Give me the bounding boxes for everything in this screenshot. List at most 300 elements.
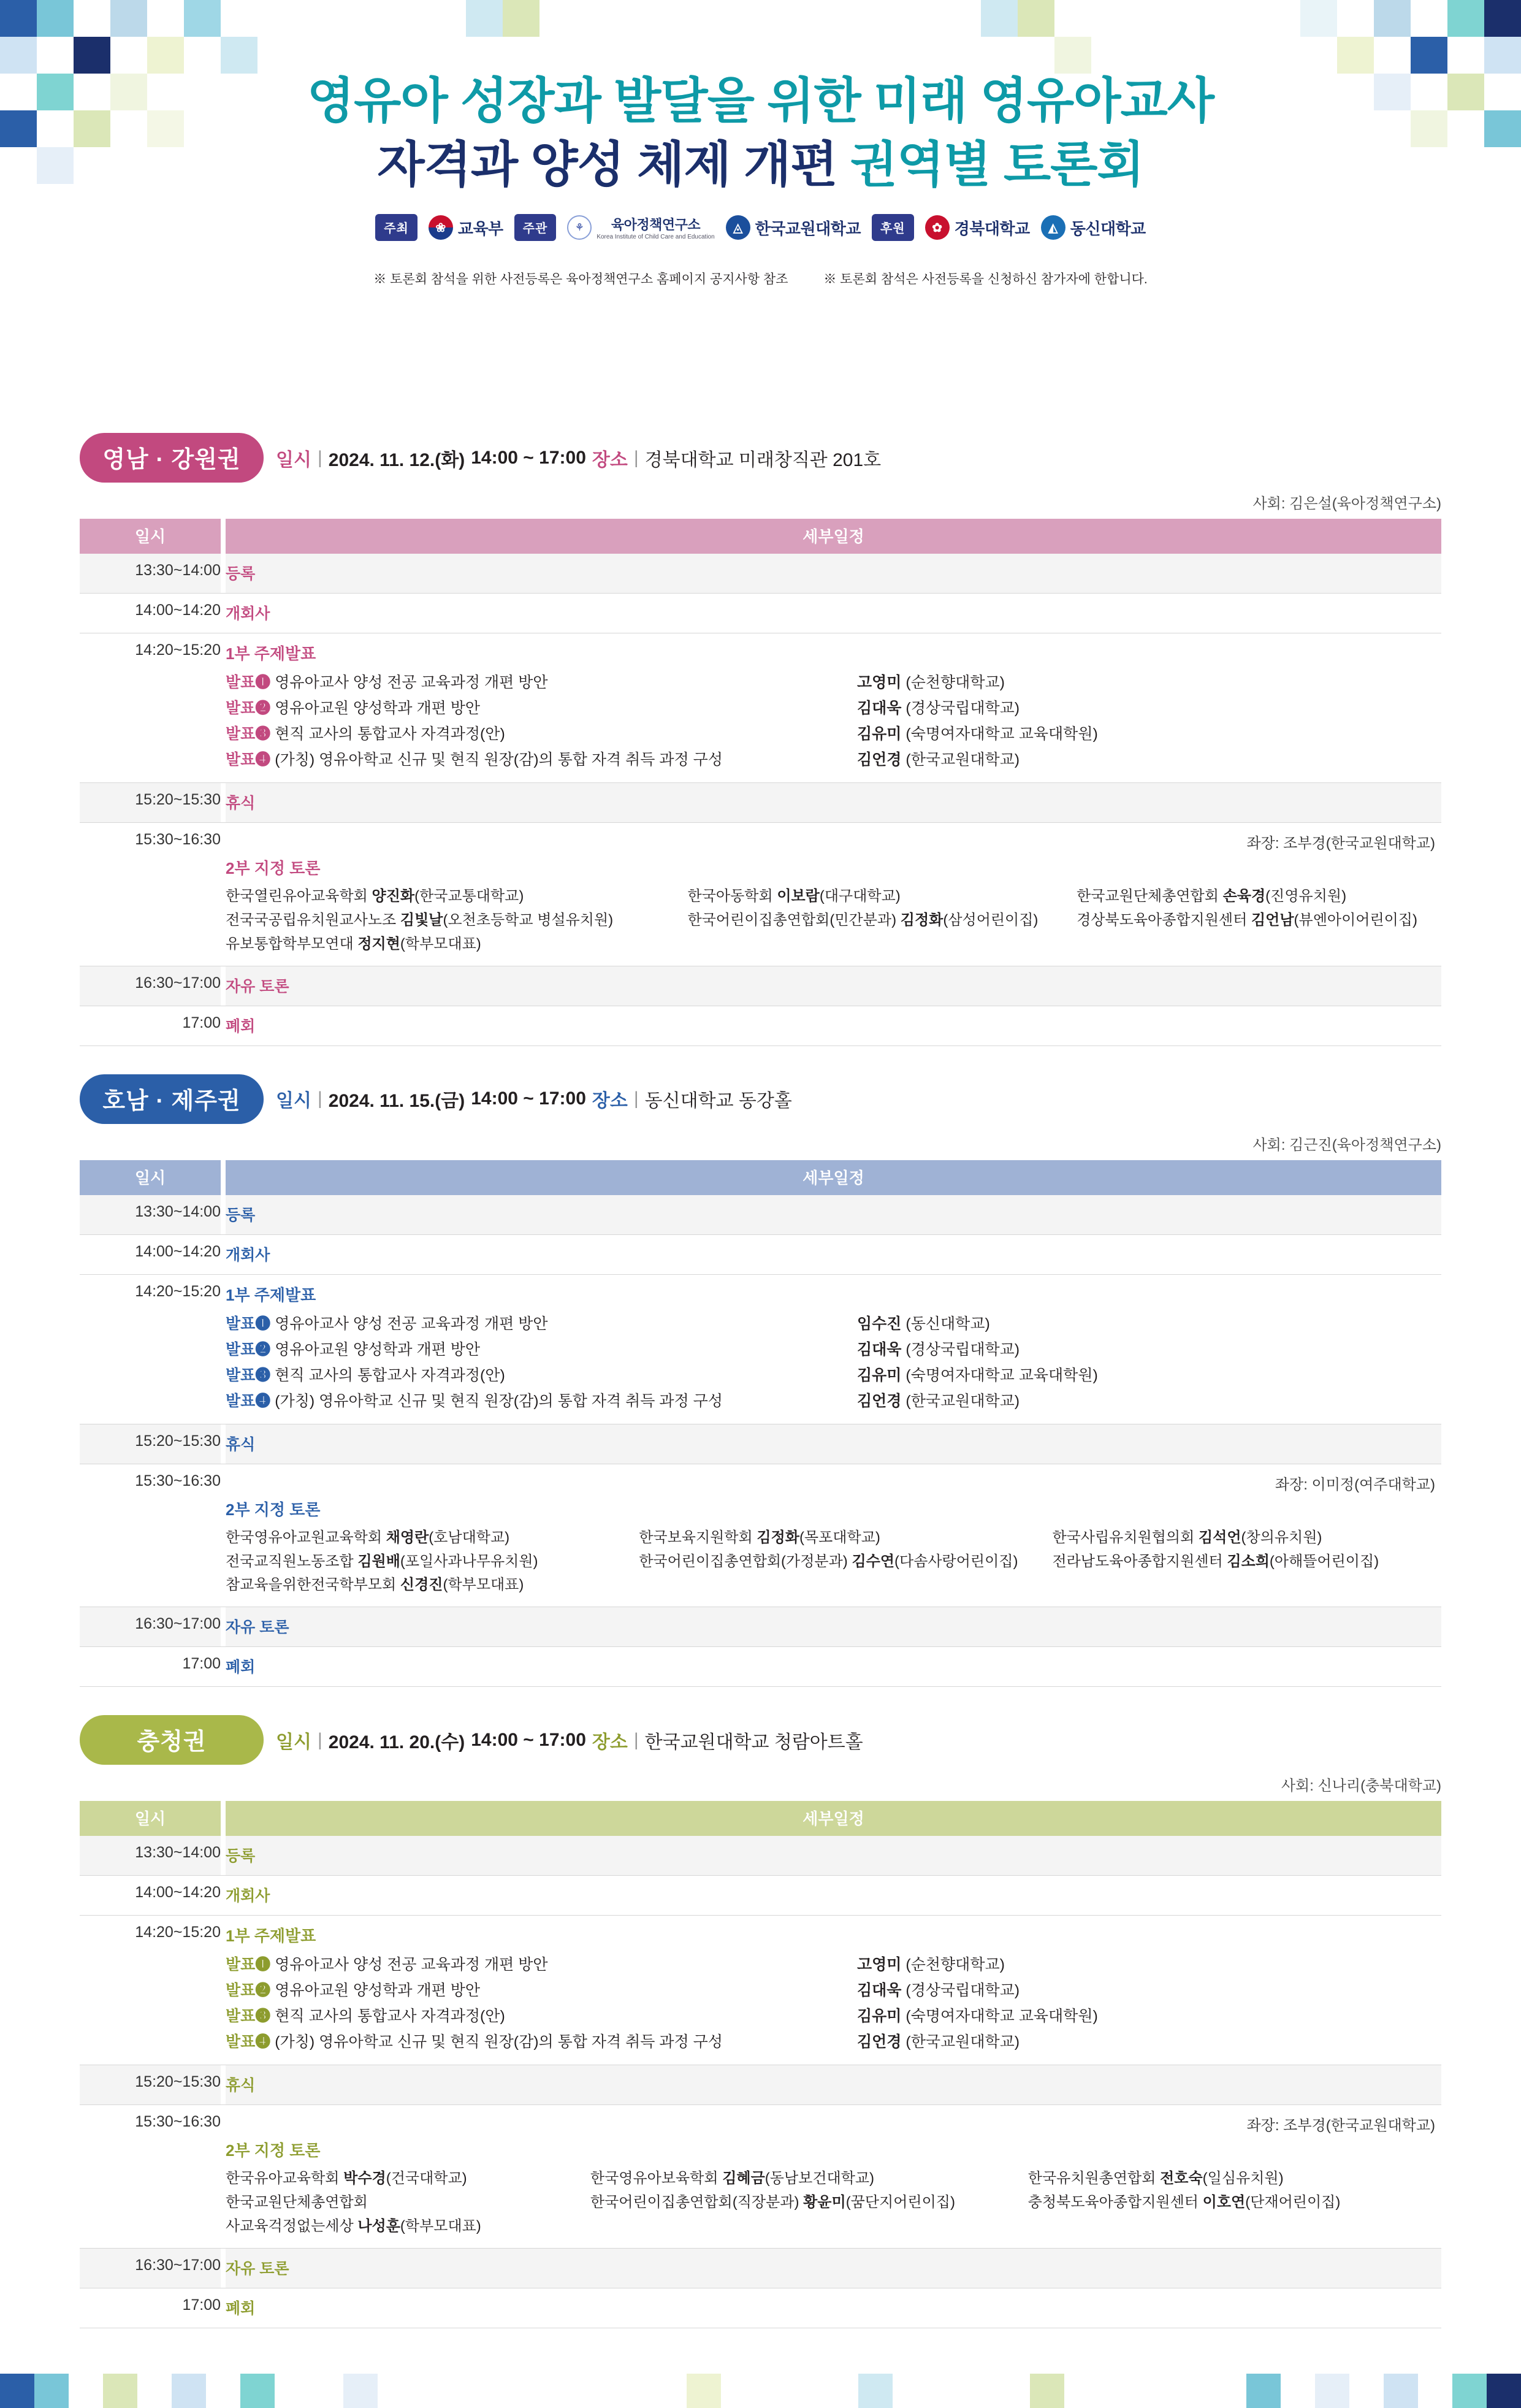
row-time: 13:30~14:00 [80,1195,221,1235]
panel-affil: (꿈단지어린이집) [845,2194,955,2211]
talk-title: 현직 교사의 통합교사 자격과정(안) [275,1366,505,1384]
row-time: 16:30~17:00 [80,1607,221,1647]
speaker-name: 김언경 [857,751,902,768]
list-item [226,885,688,909]
panel-org: 전국국공립유치원교사노조 [226,911,397,928]
speaker-affiliation: (한국교원대학교) [905,2033,1020,2051]
panel-org: 한국영유아교원교육학회 [226,1529,383,1546]
region-badge: 호남 · 제주권 [80,1074,264,1124]
col-header-time: 일시 [80,519,221,554]
list-item [639,1526,1052,1550]
organizer-knu [925,215,1030,240]
panel-affil: (한국교통대학교) [414,888,524,904]
event-time: 14:00 ~ 17:00 [471,1088,586,1109]
speaker-name: 김대욱 [857,1982,902,2000]
talk-list [226,1952,1441,2052]
place-label: 장소 [592,1091,628,1112]
organizer-kicce [567,215,714,240]
list-item [226,1952,1441,1974]
row-label: 폐회 [226,1006,1441,1045]
list-item [1052,1550,1441,1574]
panel-affil: (목포대학교) [799,1529,880,1546]
list-item [226,722,1441,744]
section-meta [276,1085,792,1112]
list-item [226,1363,1441,1385]
row-time: 16:30~17:00 [80,966,221,1006]
list-item [639,1550,1052,1574]
panel-affil: (동남보건대학교) [764,2170,875,2187]
notice-preregistration: ※ 토론회 참석을 위한 사전등록은 육아정책연구소 홈페이지 공지사항 참조 [373,272,788,287]
row-label: 개회사 [226,1876,1441,1916]
speaker-affiliation: (경상국립대학교) [905,1982,1020,2000]
list-item [226,747,1441,770]
row-label: 개회사 [226,594,1441,633]
moderator: 사회: 김근진(육아정책연구소) [1252,1136,1441,1153]
list-item [226,909,688,933]
list-item [226,1526,639,1550]
speaker-name: 김유미 [857,2008,902,2025]
panelist-column [226,1526,639,1598]
row-time: 14:20~15:20 [80,1916,221,2065]
table-row [80,1607,1441,1647]
event-place: 경북대학교 미래창직관 201호 [644,449,882,470]
row-time: 14:00~14:20 [80,594,221,633]
panel-name: 정지현 [357,935,400,952]
panel-name: 황윤미 [803,2194,846,2211]
title-block [0,0,1521,288]
talk-title: 현직 교사의 통합교사 자격과정(안) [275,725,505,743]
organizer-dongshin [1041,215,1146,240]
speaker-name: 고영미 [857,674,902,691]
row-time: 17:00 [80,1006,221,1045]
list-item [226,2215,590,2239]
panelist-column [639,1526,1052,1598]
panel-org: 참교육을위한전국학부모회 [226,1577,397,1594]
list-item [226,670,1441,692]
row-label: 등록 [226,1195,1441,1235]
notice-row [0,269,1521,288]
divider: | [317,1729,322,1750]
talk-number: 발표❷ [226,1340,271,1358]
table-row [80,554,1441,594]
panel-name: 손육경 [1222,888,1266,904]
panel-name: 김정화 [900,911,943,928]
talk-number: 발표❷ [226,1982,271,2000]
panel-name: 양진화 [372,888,415,904]
row-label: 2부 지정 토론 [226,859,321,877]
schedule-table [80,519,1441,1046]
knu-logo-icon: ✿ [925,215,950,240]
moderator: 사회: 신나리(충북대학교) [1281,1778,1441,1795]
talk-title: 영유아교원 양성학과 개편 방안 [275,1982,481,2000]
panel-org: 한국유아교육학회 [226,2170,340,2187]
panel-name: 김소희 [1227,1553,1270,1570]
list-item [688,909,1077,933]
kicce-logo-icon: ⚘ [567,215,592,240]
panelist-column [226,2167,590,2239]
table-row [80,1274,1441,1424]
poster-title-line2b: 권역별 토론회 [850,137,1144,192]
talk-number: 발표❷ [226,700,271,717]
row-session-part2 [226,1464,1441,1607]
panel-name: 신경진 [400,1577,443,1594]
row-session-part1 [226,633,1441,783]
panel-affil: (아해뜰어린이집) [1269,1553,1379,1570]
talk-title: 영유아교사 양성 전공 교육과정 개편 방안 [275,674,548,691]
row-time: 14:00~14:20 [80,1876,221,1916]
row-time: 17:00 [80,1647,221,1687]
panel-name: 박수경 [343,2170,386,2187]
list-item [1028,2191,1441,2215]
organizer-knue-label: 한국교원대학교 [755,219,861,238]
panelist-column [1052,1526,1441,1598]
table-row [80,594,1441,633]
date-label: 일시 [276,449,311,470]
panel-name: 김석언 [1198,1529,1241,1546]
event-place: 한국교원대학교 청람아트홀 [644,1732,863,1752]
talk-number: 발표❹ [226,2033,271,2051]
table-row [80,783,1441,823]
talk-title: 영유아교원 양성학과 개편 방안 [275,700,481,717]
talk-title: 영유아교사 양성 전공 교육과정 개편 방안 [275,1315,548,1332]
talk-number: 발표❶ [226,1956,271,1974]
section-header [80,433,1441,483]
row-time: 15:20~15:30 [80,1424,221,1464]
divider: | [317,1088,322,1109]
section-header [80,1715,1441,1765]
row-time: 14:00~14:20 [80,1234,221,1274]
section-header [80,1074,1441,1124]
table-row [80,1464,1441,1607]
row-session-part1 [226,1916,1441,2065]
panel-org: 한국유치원총연합회 [1027,2170,1156,2187]
table-row [80,966,1441,1006]
date-label: 일시 [276,1732,311,1752]
panel-org: 유보통합학부모연대 [226,935,354,952]
panel-affil: (포일사과나무유치원) [400,1553,538,1570]
row-label: 2부 지정 토론 [226,2141,321,2160]
panelist-column [1028,2167,1441,2239]
place-label: 장소 [592,1732,628,1752]
panel-affil: (호남대학교) [429,1529,510,1546]
list-item [1077,885,1441,909]
panel-affil: (다솜사랑어린이집) [894,1553,1018,1570]
talk-number: 발표❸ [226,725,271,743]
organizer-kicce-label: 육아정책연구소 Korea Institute of Child Care and Education [597,217,715,241]
row-label: 자유 토론 [226,1607,1441,1647]
talk-title: (가칭) 영유아학교 신규 및 현직 원장(감)의 통합 자격 취득 과정 구성 [275,1392,723,1410]
table-row [80,1876,1441,1916]
panel-org: 사교육걱정없는세상 [226,2218,354,2234]
region-badge: 충청권 [80,1715,264,1765]
panel-name: 이호연 [1202,2194,1246,2211]
speaker-name: 김언경 [857,1392,902,1410]
organizer-tag-host: 주최 [375,214,417,241]
schedule-table [80,1160,1441,1688]
place-label: 장소 [592,449,628,470]
panel-name: 채영란 [386,1529,429,1546]
organizers-row [0,214,1521,241]
panel-org: 전라남도육아종합지원센터 [1052,1553,1223,1570]
list-item [1077,909,1441,933]
speaker-name: 임수진 [857,1315,902,1332]
panelist-grid [226,2167,1441,2239]
row-label: 자유 토론 [226,2248,1441,2288]
section-honam-jeju [0,1074,1521,1688]
dongshin-logo-icon: ◭ [1041,215,1065,240]
row-label: 1부 주제발표 [226,1285,316,1304]
panel-affil: (학부모대표) [443,1577,524,1594]
table-row [80,633,1441,783]
speaker-name: 김대욱 [857,700,902,717]
table-row [80,823,1441,966]
table-row [80,1647,1441,1687]
row-label: 휴식 [226,1424,1441,1464]
table-row [80,1916,1441,2065]
row-time: 15:30~16:30 [80,823,221,966]
row-time: 13:30~14:00 [80,554,221,594]
event-date: 2024. 11. 20.(수) [328,1732,465,1752]
schedule-table [80,1801,1441,2328]
speaker-affiliation: (동신대학교) [905,1315,990,1332]
section-meta [276,1727,863,1754]
list-item [1052,1526,1441,1550]
table-row [80,1195,1441,1235]
panel-org: 경상북도육아종합지원센터 [1077,911,1248,928]
panel-org: 한국어린이집총연합회(가정분과) [639,1553,848,1570]
speaker-name: 김언경 [857,2033,902,2051]
panel-affil: (삼성어린이집) [943,911,1039,928]
talk-number: 발표❶ [226,674,271,691]
list-item [226,2167,590,2191]
decorative-footer [0,2365,1521,2408]
date-label: 일시 [276,1091,311,1112]
row-time: 13:30~14:00 [80,1836,221,1876]
panel-affil: (창의유치원) [1241,1529,1322,1546]
speaker-affiliation: (경상국립대학교) [905,700,1020,717]
table-row [80,2288,1441,2328]
panel-org: 한국교원단체총연합회 [1077,888,1219,904]
row-label: 휴식 [226,783,1441,823]
speaker-name: 김유미 [857,1366,902,1384]
panel-name: 김정화 [757,1529,799,1546]
speaker-affiliation: (순천향대학교) [905,1956,1005,1974]
panel-org: 한국사립유치원협의회 [1052,1529,1195,1546]
panelist-column [590,2167,1028,2239]
panel-name: 김빛날 [400,911,443,928]
organizer-knu-label: 경북대학교 [954,219,1030,238]
list-item [226,2191,590,2215]
divider: | [633,1088,639,1109]
row-label: 등록 [226,1836,1441,1876]
table-row [80,1234,1441,1274]
event-time: 14:00 ~ 17:00 [471,447,586,468]
table-row [80,1836,1441,1876]
speaker-name: 김대욱 [857,1340,902,1358]
list-item [226,1978,1441,2000]
list-item [226,1337,1441,1359]
talk-title: (가칭) 영유아학교 신규 및 현직 원장(감)의 통합 자격 취득 과정 구성 [275,2033,723,2051]
row-time: 15:20~15:30 [80,2065,221,2105]
col-header-detail: 세부일정 [226,1801,1441,1836]
panel-name: 김수연 [852,1553,895,1570]
row-time: 14:20~15:20 [80,633,221,783]
row-time: 14:20~15:20 [80,1274,221,1424]
talk-number: 발표❹ [226,751,271,768]
organizer-tag-sponsor: 후원 [872,214,914,241]
list-item [1028,2167,1441,2191]
table-row [80,2248,1441,2288]
talk-title: 현직 교사의 통합교사 자격과정(안) [275,2008,505,2025]
panel-affil: (오천초등학교 병설유치원) [443,911,614,928]
panel-org: 한국어린이집총연합회(직장분과) [590,2194,799,2211]
moderator: 사회: 김은설(육아정책연구소) [1252,495,1441,512]
row-time: 15:30~16:30 [80,1464,221,1607]
speaker-name: 김유미 [857,725,902,743]
row-label: 개회사 [226,1234,1441,1274]
panel-org: 한국어린이집총연합회(민간분과) [687,911,897,928]
divider: | [633,1729,639,1750]
section-yeongnam-gangwon [0,433,1521,1046]
col-header-detail: 세부일정 [226,1160,1441,1195]
organizer-moe [429,215,503,240]
panel-org: 한국열린유아교육학회 [226,888,368,904]
list-item [226,1550,639,1574]
row-session-part2 [226,2105,1441,2249]
panelist-grid [226,885,1441,957]
panel-org: 전국교직원노동조합 [226,1553,354,1570]
panel-org: 충청북도육아종합지원센터 [1027,2194,1199,2211]
panel-name: 김언남 [1251,911,1294,928]
talk-list [226,670,1441,770]
chair-label: 좌장: 이미정(여주대학교) [1275,1476,1435,1493]
panel-affil: (대구대학교) [819,888,901,904]
talk-number: 발표❸ [226,1366,271,1384]
row-time: 15:20~15:30 [80,783,221,823]
organizer-tag-manage: 주관 [514,214,557,241]
region-badge: 영남 · 강원권 [80,433,264,483]
event-place: 동신대학교 동강홀 [644,1091,792,1112]
panel-org: 한국보육지원학회 [639,1529,753,1546]
speaker-affiliation: (숙명여자대학교 교육대학원) [905,1366,1098,1384]
list-item [688,885,1077,909]
section-meta [276,445,881,472]
talk-title: 영유아교사 양성 전공 교육과정 개편 방안 [275,1956,548,1974]
korea-flag-icon: ❀ [429,215,453,240]
talk-title: (가칭) 영유아학교 신규 및 현직 원장(감)의 통합 자격 취득 과정 구성 [275,751,723,768]
table-row [80,2105,1441,2249]
list-item [226,1573,639,1597]
panelist-column [226,885,688,957]
row-label: 자유 토론 [226,966,1441,1006]
list-item [226,2004,1441,2026]
row-label: 휴식 [226,2065,1441,2105]
panel-name: 나성훈 [357,2218,400,2234]
panel-affil: (단재어린이집) [1245,2194,1341,2211]
panel-org: 한국교원단체총연합회 [226,2194,368,2211]
speaker-affiliation: (숙명여자대학교 교육대학원) [905,725,1098,743]
col-header-time: 일시 [80,1160,221,1195]
panel-affil: (건국대학교) [386,2170,467,2187]
event-date: 2024. 11. 15.(금) [328,1091,465,1112]
row-time: 17:00 [80,2288,221,2328]
list-item [226,1389,1441,1411]
talk-title: 영유아교원 양성학과 개편 방안 [275,1340,481,1358]
col-header-time: 일시 [80,1801,221,1836]
list-item [226,2030,1441,2052]
panel-affil: (뷰엔아이어린이집) [1294,911,1417,928]
col-header-detail: 세부일정 [226,519,1441,554]
speaker-affiliation: (경상국립대학교) [905,1340,1020,1358]
knue-logo-icon: ◬ [726,215,750,240]
panel-affil: (진영유치원) [1265,888,1347,904]
row-session-part1 [226,1274,1441,1424]
notice-attendance: ※ 토론회 참석은 사전등록을 신청하신 참가자에 한합니다. [823,272,1148,287]
speaker-affiliation: (순천향대학교) [905,674,1005,691]
panel-org: 한국아동학회 [687,888,773,904]
organizer-knue [726,215,861,240]
row-label: 폐회 [226,2288,1441,2328]
organizer-dongshin-label: 동신대학교 [1070,219,1146,238]
row-time: 16:30~17:00 [80,2248,221,2288]
poster-title-line1: 영유아 성장과 발달을 위한 미래 영유아교사 [307,74,1214,128]
panel-org: 한국영유아보육학회 [590,2170,719,2187]
list-item [590,2167,1028,2191]
panel-name: 전호숙 [1160,2170,1203,2187]
panelist-grid [226,1526,1441,1598]
panel-name: 이보람 [777,888,820,904]
list-item [226,696,1441,718]
talk-number: 발표❸ [226,2008,271,2025]
chair-label: 좌장: 조부경(한국교원대학교) [1246,2117,1435,2135]
organizer-moe-label: 교육부 [457,219,503,238]
list-item [226,1312,1441,1334]
divider: | [317,447,322,468]
divider: | [633,447,639,468]
organizer-kicce-sub: Korea Institute of Child Care and Education [597,234,715,241]
list-item [590,2191,1028,2215]
row-label: 1부 주제발표 [226,1927,316,1946]
talk-number: 발표❹ [226,1392,271,1410]
talk-list [226,1312,1441,1411]
panelist-column [1077,885,1441,957]
row-label: 폐회 [226,1647,1441,1687]
talk-number: 발표❶ [226,1315,271,1332]
section-chungcheong [0,1715,1521,2328]
list-item [226,933,688,957]
speaker-affiliation: (한국교원대학교) [905,751,1020,768]
event-date: 2024. 11. 12.(화) [328,449,465,470]
row-label: 1부 주제발표 [226,644,316,663]
panel-affil: (일심유치원) [1202,2170,1284,2187]
panel-affil: (학부모대표) [400,2218,481,2234]
panel-name: 김혜금 [722,2170,765,2187]
row-label: 2부 지정 토론 [226,1500,321,1519]
speaker-name: 고영미 [857,1956,902,1974]
table-row [80,1006,1441,1045]
row-label: 등록 [226,554,1441,594]
table-row [80,1424,1441,1464]
chair-label: 좌장: 조부경(한국교원대학교) [1246,835,1435,852]
panel-affil: (학부모대표) [400,935,481,952]
row-session-part2 [226,823,1441,966]
panel-name: 김원배 [357,1553,400,1570]
speaker-affiliation: (숙명여자대학교 교육대학원) [905,2008,1098,2025]
speaker-affiliation: (한국교원대학교) [905,1392,1020,1410]
poster-header [0,0,1521,405]
event-time: 14:00 ~ 17:00 [471,1729,586,1750]
table-row [80,2065,1441,2105]
